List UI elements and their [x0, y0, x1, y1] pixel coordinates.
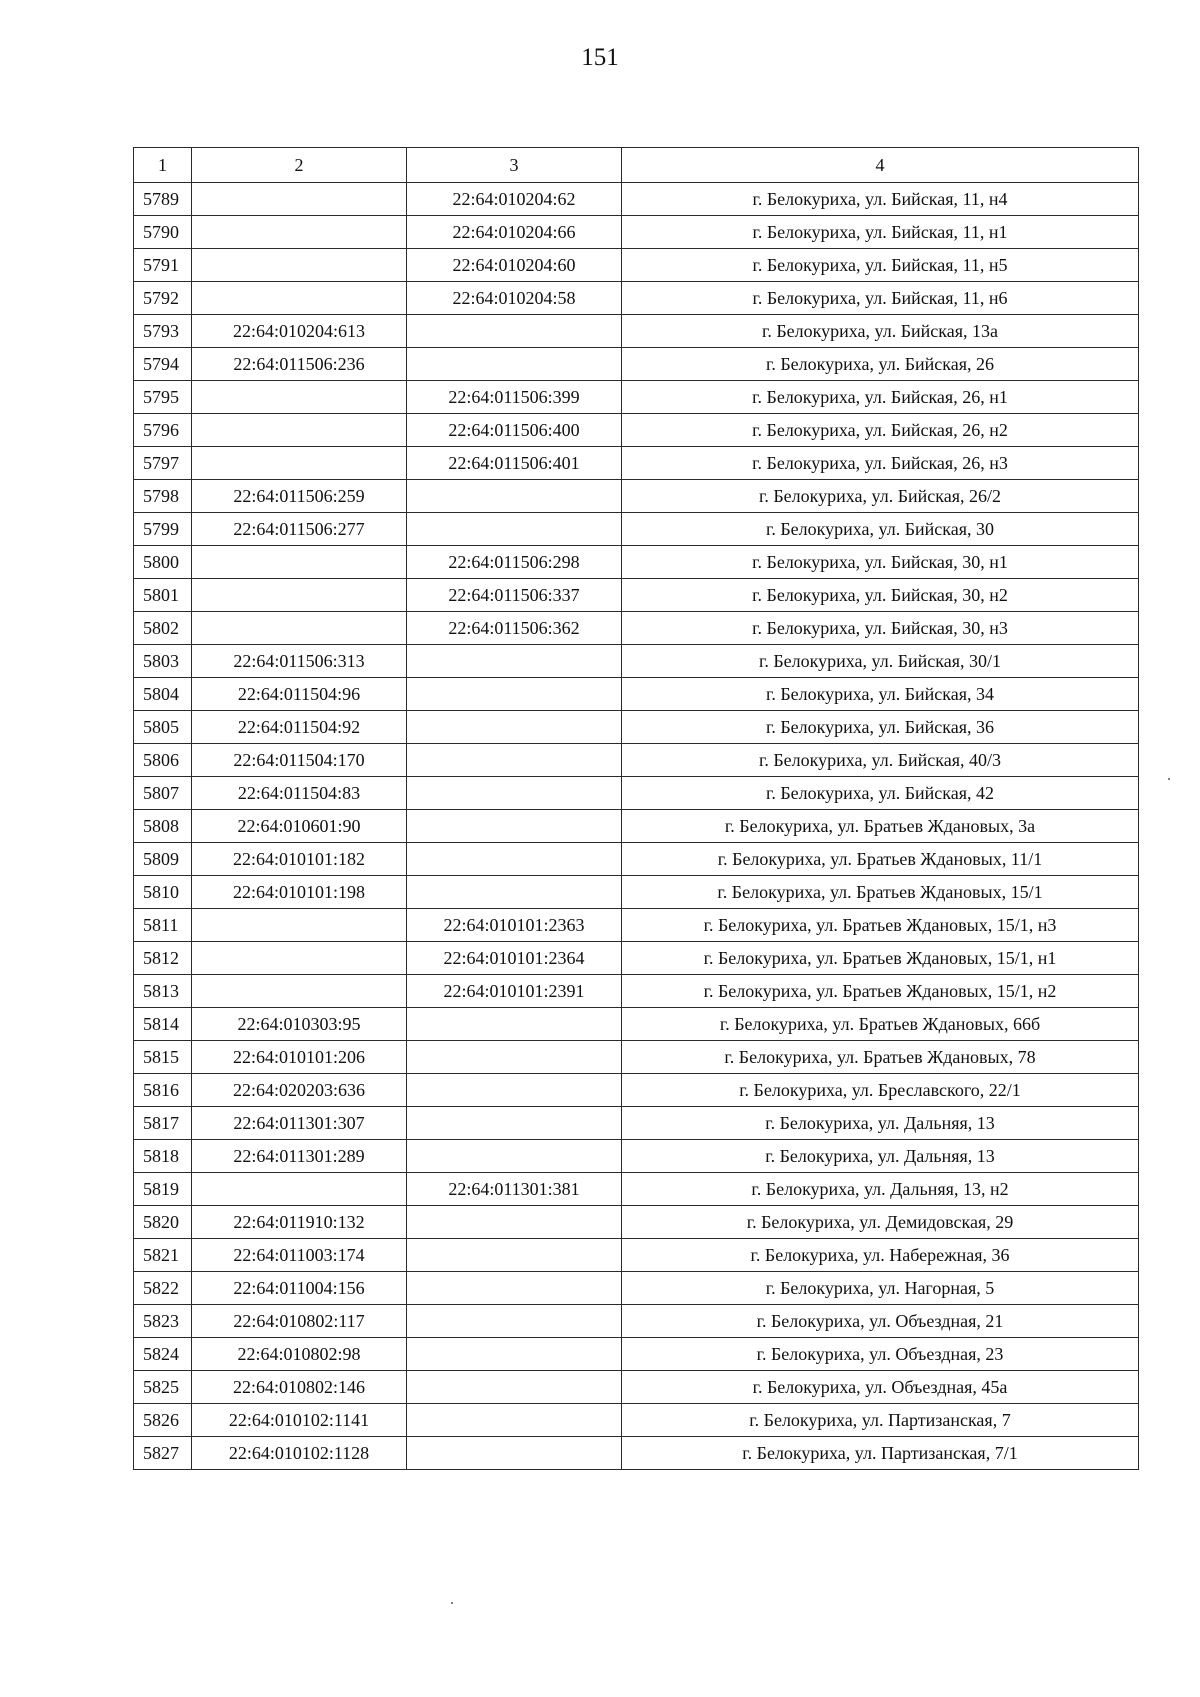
- table-row: [134, 249, 1139, 282]
- table-row: [134, 414, 1139, 447]
- table-row: [134, 843, 1139, 876]
- row-number-cell: 5791: [134, 249, 192, 282]
- row-number-cell: 5789: [134, 183, 192, 216]
- cadastral-number-cell: 22:64:011506:277: [192, 513, 407, 546]
- table-row: [134, 381, 1139, 414]
- cadastral-number-cell: 22:64:010303:95: [192, 1008, 407, 1041]
- table-row: [134, 1074, 1139, 1107]
- table-row: [134, 711, 1139, 744]
- table-row: [134, 348, 1139, 381]
- object-number-cell: 22:64:011506:399: [407, 381, 622, 414]
- address-cell: г. Белокуриха, ул. Бийская, 11, н1: [622, 216, 1139, 249]
- object-number-cell: [407, 1338, 622, 1371]
- address-cell: г. Белокуриха, ул. Дальняя, 13, н2: [622, 1173, 1139, 1206]
- address-cell: г. Белокуриха, ул. Бийская, 26: [622, 348, 1139, 381]
- object-number-cell: [407, 1008, 622, 1041]
- cadastral-number-cell: 22:64:010802:146: [192, 1371, 407, 1404]
- object-number-cell: 22:64:010204:60: [407, 249, 622, 282]
- row-number-cell: 5793: [134, 315, 192, 348]
- cadastral-number-cell: 22:64:011504:92: [192, 711, 407, 744]
- object-number-cell: 22:64:010101:2363: [407, 909, 622, 942]
- row-number-cell: 5819: [134, 1173, 192, 1206]
- object-number-cell: [407, 1404, 622, 1437]
- address-cell: г. Белокуриха, ул. Партизанская, 7: [622, 1404, 1139, 1437]
- cadastral-number-cell: 22:64:011504:96: [192, 678, 407, 711]
- object-number-cell: [407, 843, 622, 876]
- address-cell: г. Белокуриха, ул. Бийская, 34: [622, 678, 1139, 711]
- cadastral-number-cell: [192, 1173, 407, 1206]
- cadastral-number-cell: 22:64:020203:636: [192, 1074, 407, 1107]
- row-number-cell: 5807: [134, 777, 192, 810]
- table-row: [134, 1041, 1139, 1074]
- cadastral-number-cell: 22:64:010102:1141: [192, 1404, 407, 1437]
- cadastral-number-cell: [192, 546, 407, 579]
- object-number-cell: [407, 1140, 622, 1173]
- address-cell: г. Белокуриха, ул. Бийская, 30, н1: [622, 546, 1139, 579]
- object-number-cell: [407, 744, 622, 777]
- table-header-row: [134, 148, 1139, 183]
- table-row: [134, 282, 1139, 315]
- row-number-cell: 5806: [134, 744, 192, 777]
- address-cell: г. Белокуриха, ул. Бийская, 42: [622, 777, 1139, 810]
- row-number-cell: 5803: [134, 645, 192, 678]
- cadastral-number-cell: 22:64:010102:1128: [192, 1437, 407, 1470]
- cadastral-number-cell: 22:64:011504:170: [192, 744, 407, 777]
- object-number-cell: [407, 348, 622, 381]
- table-row: [134, 909, 1139, 942]
- object-number-cell: [407, 1272, 622, 1305]
- address-cell: г. Белокуриха, ул. Объездная, 21: [622, 1305, 1139, 1338]
- row-number-cell: 5798: [134, 480, 192, 513]
- cadastral-number-cell: 22:64:011506:313: [192, 645, 407, 678]
- address-cell: г. Белокуриха, ул. Братьев Ждановых, 15/1, н2: [622, 975, 1139, 1008]
- table-row: [134, 612, 1139, 645]
- table-row: [134, 678, 1139, 711]
- address-cell: г. Белокуриха, ул. Бийская, 26, н2: [622, 414, 1139, 447]
- row-number-cell: 5794: [134, 348, 192, 381]
- row-number-cell: 5805: [134, 711, 192, 744]
- object-number-cell: [407, 711, 622, 744]
- object-number-cell: [407, 645, 622, 678]
- table-row: [134, 1107, 1139, 1140]
- object-number-cell: [407, 513, 622, 546]
- column-header-1: 1: [134, 148, 192, 183]
- address-cell: г. Белокуриха, ул. Бийская, 30/1: [622, 645, 1139, 678]
- cadastral-number-cell: [192, 909, 407, 942]
- object-number-cell: [407, 777, 622, 810]
- table-row: [134, 645, 1139, 678]
- object-number-cell: [407, 1371, 622, 1404]
- row-number-cell: 5802: [134, 612, 192, 645]
- row-number-cell: 5797: [134, 447, 192, 480]
- object-number-cell: 22:64:010101:2391: [407, 975, 622, 1008]
- table-row: [134, 546, 1139, 579]
- address-cell: г. Белокуриха, ул. Бийская, 26, н3: [622, 447, 1139, 480]
- address-cell: г. Белокуриха, ул. Дальняя, 13: [622, 1107, 1139, 1140]
- cadastral-number-cell: [192, 414, 407, 447]
- address-cell: г. Белокуриха, ул. Бийская, 36: [622, 711, 1139, 744]
- cadastral-number-cell: 22:64:011506:236: [192, 348, 407, 381]
- object-number-cell: [407, 1074, 622, 1107]
- object-number-cell: 22:64:011506:298: [407, 546, 622, 579]
- table-row: [134, 1239, 1139, 1272]
- object-number-cell: [407, 480, 622, 513]
- object-number-cell: [407, 1041, 622, 1074]
- address-cell: г. Белокуриха, ул. Демидовская, 29: [622, 1206, 1139, 1239]
- row-number-cell: 5810: [134, 876, 192, 909]
- row-number-cell: 5809: [134, 843, 192, 876]
- address-cell: г. Белокуриха, ул. Бийская, 11, н5: [622, 249, 1139, 282]
- object-number-cell: 22:64:010101:2364: [407, 942, 622, 975]
- address-cell: г. Белокуриха, ул. Партизанская, 7/1: [622, 1437, 1139, 1470]
- cadastral-number-cell: [192, 579, 407, 612]
- cadastral-number-cell: 22:64:010204:613: [192, 315, 407, 348]
- cadastral-number-cell: [192, 183, 407, 216]
- row-number-cell: 5826: [134, 1404, 192, 1437]
- object-number-cell: [407, 1206, 622, 1239]
- table-row: [134, 1305, 1139, 1338]
- table-row: [134, 975, 1139, 1008]
- cadastral-number-cell: [192, 381, 407, 414]
- cadastral-number-cell: [192, 282, 407, 315]
- table-row: [134, 216, 1139, 249]
- table-row: [134, 513, 1139, 546]
- address-cell: г. Белокуриха, ул. Братьев Ждановых, 11/1: [622, 843, 1139, 876]
- address-cell: г. Белокуриха, ул. Братьев Ждановых, 3а: [622, 810, 1139, 843]
- column-header-3: 3: [407, 148, 622, 183]
- row-number-cell: 5795: [134, 381, 192, 414]
- cadastral-number-cell: 22:64:010101:206: [192, 1041, 407, 1074]
- row-number-cell: 5796: [134, 414, 192, 447]
- row-number-cell: 5811: [134, 909, 192, 942]
- row-number-cell: 5827: [134, 1437, 192, 1470]
- object-number-cell: [407, 678, 622, 711]
- table-body: [134, 183, 1139, 1470]
- table-row: [134, 876, 1139, 909]
- table-row: [134, 1404, 1139, 1437]
- address-cell: г. Белокуриха, ул. Объездная, 23: [622, 1338, 1139, 1371]
- address-cell: г. Белокуриха, ул. Бийская, 13а: [622, 315, 1139, 348]
- row-number-cell: 5820: [134, 1206, 192, 1239]
- column-header-4: 4: [622, 148, 1139, 183]
- cadastral-number-cell: 22:64:011301:307: [192, 1107, 407, 1140]
- address-cell: г. Белокуриха, ул. Братьев Ждановых, 15/1, н3: [622, 909, 1139, 942]
- table-row: [134, 1272, 1139, 1305]
- row-number-cell: 5821: [134, 1239, 192, 1272]
- row-number-cell: 5825: [134, 1371, 192, 1404]
- cadastral-number-cell: [192, 975, 407, 1008]
- table-row: [134, 1437, 1139, 1470]
- object-number-cell: [407, 315, 622, 348]
- address-cell: г. Белокуриха, ул. Бийская, 30, н2: [622, 579, 1139, 612]
- address-cell: г. Белокуриха, ул. Бийская, 26/2: [622, 480, 1139, 513]
- object-number-cell: 22:64:011506:400: [407, 414, 622, 447]
- table-row: [134, 183, 1139, 216]
- row-number-cell: 5822: [134, 1272, 192, 1305]
- cadastral-number-cell: 22:64:010601:90: [192, 810, 407, 843]
- cadastral-number-cell: [192, 447, 407, 480]
- address-cell: г. Белокуриха, ул. Бийская, 30, н3: [622, 612, 1139, 645]
- object-number-cell: [407, 876, 622, 909]
- address-cell: г. Белокуриха, ул. Бийская, 30: [622, 513, 1139, 546]
- page-number: 151: [581, 44, 619, 71]
- cadastral-number-cell: 22:64:011301:289: [192, 1140, 407, 1173]
- table-row: [134, 1173, 1139, 1206]
- cadastral-number-cell: 22:64:011004:156: [192, 1272, 407, 1305]
- table-row: [134, 480, 1139, 513]
- row-number-cell: 5801: [134, 579, 192, 612]
- row-number-cell: 5814: [134, 1008, 192, 1041]
- object-number-cell: [407, 1239, 622, 1272]
- object-number-cell: [407, 1437, 622, 1470]
- cadastral-number-cell: 22:64:010101:198: [192, 876, 407, 909]
- address-cell: г. Белокуриха, ул. Объездная, 45а: [622, 1371, 1139, 1404]
- address-cell: г. Белокуриха, ул. Нагорная, 5: [622, 1272, 1139, 1305]
- row-number-cell: 5804: [134, 678, 192, 711]
- table-row: [134, 447, 1139, 480]
- cadastral-number-cell: 22:64:011003:174: [192, 1239, 407, 1272]
- column-header-2: 2: [192, 148, 407, 183]
- object-number-cell: [407, 1107, 622, 1140]
- row-number-cell: 5824: [134, 1338, 192, 1371]
- cadastral-number-cell: 22:64:010802:117: [192, 1305, 407, 1338]
- row-number-cell: 5800: [134, 546, 192, 579]
- cadastral-number-cell: 22:64:011506:259: [192, 480, 407, 513]
- object-number-cell: 22:64:010204:62: [407, 183, 622, 216]
- row-number-cell: 5799: [134, 513, 192, 546]
- object-number-cell: 22:64:011301:381: [407, 1173, 622, 1206]
- address-cell: г. Белокуриха, ул. Бийская, 40/3: [622, 744, 1139, 777]
- row-number-cell: 5817: [134, 1107, 192, 1140]
- address-cell: г. Белокуриха, ул. Бреславского, 22/1: [622, 1074, 1139, 1107]
- cadastral-number-cell: 22:64:011910:132: [192, 1206, 407, 1239]
- row-number-cell: 5823: [134, 1305, 192, 1338]
- row-number-cell: 5815: [134, 1041, 192, 1074]
- scan-speck: [1168, 778, 1170, 780]
- row-number-cell: 5808: [134, 810, 192, 843]
- table-row: [134, 579, 1139, 612]
- object-number-cell: 22:64:011506:362: [407, 612, 622, 645]
- address-cell: г. Белокуриха, ул. Бийская, 26, н1: [622, 381, 1139, 414]
- table-row: [134, 942, 1139, 975]
- row-number-cell: 5818: [134, 1140, 192, 1173]
- address-cell: г. Белокуриха, ул. Братьев Ждановых, 78: [622, 1041, 1139, 1074]
- table-row: [134, 1206, 1139, 1239]
- scan-speck: [451, 1602, 453, 1604]
- table-row: [134, 1140, 1139, 1173]
- object-number-cell: 22:64:010204:58: [407, 282, 622, 315]
- object-number-cell: [407, 810, 622, 843]
- cadastral-number-cell: 22:64:011504:83: [192, 777, 407, 810]
- cadastral-number-cell: [192, 612, 407, 645]
- cadastral-number-cell: [192, 942, 407, 975]
- table-row: [134, 777, 1139, 810]
- row-number-cell: 5812: [134, 942, 192, 975]
- row-number-cell: 5813: [134, 975, 192, 1008]
- object-number-cell: 22:64:011506:401: [407, 447, 622, 480]
- address-cell: г. Белокуриха, ул. Бийская, 11, н6: [622, 282, 1139, 315]
- address-cell: г. Белокуриха, ул. Братьев Ждановых, 66б: [622, 1008, 1139, 1041]
- table-row: [134, 1008, 1139, 1041]
- cadastral-number-cell: [192, 249, 407, 282]
- table-row: [134, 315, 1139, 348]
- cadastral-number-cell: 22:64:010101:182: [192, 843, 407, 876]
- address-cell: г. Белокуриха, ул. Бийская, 11, н4: [622, 183, 1139, 216]
- address-cell: г. Белокуриха, ул. Дальняя, 13: [622, 1140, 1139, 1173]
- cadastral-number-cell: [192, 216, 407, 249]
- table-row: [134, 744, 1139, 777]
- registry-table: [133, 147, 1139, 1470]
- address-cell: г. Белокуриха, ул. Набережная, 36: [622, 1239, 1139, 1272]
- table-row: [134, 1338, 1139, 1371]
- object-number-cell: 22:64:011506:337: [407, 579, 622, 612]
- row-number-cell: 5816: [134, 1074, 192, 1107]
- cadastral-number-cell: 22:64:010802:98: [192, 1338, 407, 1371]
- table-row: [134, 810, 1139, 843]
- row-number-cell: 5792: [134, 282, 192, 315]
- row-number-cell: 5790: [134, 216, 192, 249]
- address-cell: г. Белокуриха, ул. Братьев Ждановых, 15/1: [622, 876, 1139, 909]
- table-row: [134, 1371, 1139, 1404]
- object-number-cell: 22:64:010204:66: [407, 216, 622, 249]
- object-number-cell: [407, 1305, 622, 1338]
- address-cell: г. Белокуриха, ул. Братьев Ждановых, 15/1, н1: [622, 942, 1139, 975]
